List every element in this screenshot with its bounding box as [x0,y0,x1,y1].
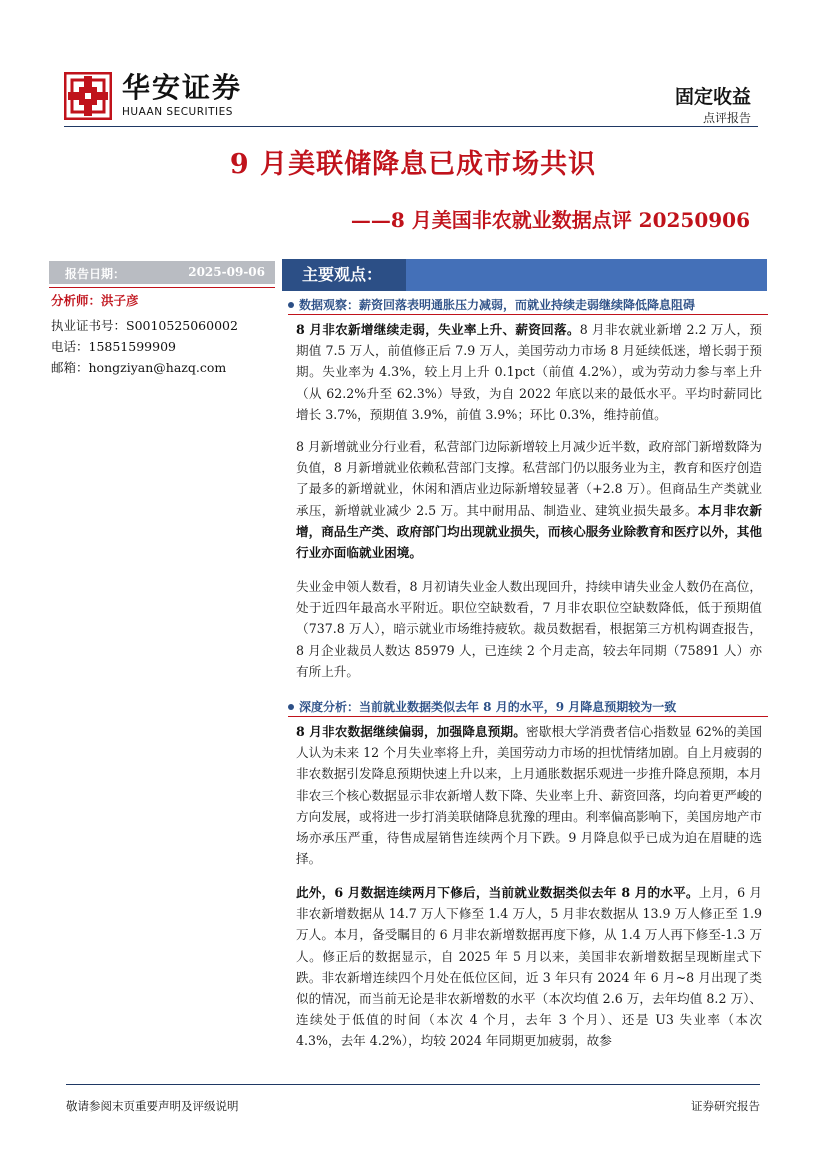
paragraph-body: 失业金申领人数看，8 月初请失业金人数出现回升，持续申请失业金人数仍在高位，处于近四年最高水平附近。职位空缺数看，7 月非农职位空缺数降低，低于预期值（737.8 万人），暗示就业市场维持疲软。裁员数据看，根据第三方机构调查报告，8 月企业裁员人数达 85979 人，已连续 2 个月走高，较去年同期（75891 人）亦有所上升。 [296,579,762,679]
paragraph-tail: 本月非农新增，商品生产类、政府部门均出现就业损失，而核心服务业除教育和医疗以外，其他行业亦面临就业困境。 [296,502,762,561]
section-heading: 深度分析：当前就业数据类似去年 8 月的水平，9 月降息预期较为一致 [288,698,676,715]
company-logo [64,72,246,124]
paragraph-lead: 此外，6 月数据连续两月下修后，当前就业数据类似去年 8 月的水平。 [296,885,699,900]
section-divider [288,314,768,315]
main-points-bar-fill [394,259,767,291]
footer-disclaimer: 敬请参阅末页重要声明及评级说明 [66,1099,239,1113]
report-date-bar [49,261,275,284]
paragraph [296,576,762,682]
date-label: 报告日期： [65,267,126,281]
section-heading: 数据观察：薪资回落表明通胀压力减弱，而就业持续走弱继续降低降息阻碍 [288,296,695,313]
footer-divider [66,1084,760,1085]
cert-number: 执业证书号：S0010525060002 [51,318,238,333]
main-points-bar [282,259,767,291]
section-divider [288,716,768,717]
paragraph [296,436,762,563]
email-address: 邮箱：hongziyan@hazq.com [51,360,227,375]
paragraph-lead: 8 月非农新增继续走弱，失业率上升、薪资回落。 [296,322,580,337]
phone-number: 电话：15851599909 [51,339,176,354]
header-divider [64,126,758,127]
paragraph-lead: 8 月非农数据继续偏弱，加强降息预期。 [296,724,526,739]
paragraph-body: 8 月新增就业分行业看，私营部门边际新增较上月减少近半数，政府部门新增数降为负值，8 月新增就业依赖私营部门支撑。私营部门仍以服务业为主，教育和医疗创造了最多的新增就业，休闲和酒店业边际新增较显著（+2.8 万）。但商品生产类就业承压，新增就业减少 2.5 万。其中耐用品、制造业、建筑业损失最多。 [296,439,762,518]
bullet-icon [288,302,294,308]
sidebar-divider [49,287,275,288]
paragraph [296,319,762,425]
paragraph-body: 上月，6 月非农新增数据从 14.7 万人下修至 1.4 万人，5 月非农数据从 13.9 万人修正至 1.9 万人。本月，备受瞩目的 6 月非农新增数据再度下修，从 1.4 万人再下修至-1.3 万人。修正后的数据显示，自 2025 年 5 月以来，美国非农新增数据呈现断崖式下跌。非农新增连续四个月处在低位区间，近 3 年只有 2024 年 6 月~8 月出现了类似的情况，而当前无论是非农新增数的水平（本次均值 2.6 万，去年均值 8.2 万）、连续处于低值的时间（本次 4 个月，去年 3 个月）、还是 U3 失业率（本次 4.3%，去年 4.2%），均较 2024 年同期更加疲弱，故参 [296,885,762,1049]
report-type: 点评报告 [702,111,751,125]
analyst-name: 分析师：洪子彦 [51,293,139,308]
logo-chinese-name: 华安证券 [122,71,243,104]
logo-mark-icon [64,72,112,120]
report-subtitle: ——8 月美国非农就业数据点评 20250906 [350,208,750,232]
report-title: 9 月美联储降息已成市场共识 [229,149,597,180]
main-points-tab: 主要观点： [282,259,406,291]
paragraph [296,721,762,869]
paragraph-body: 密歇根大学消费者信心指数显 62%的美国人认为未来 12 个月失业率将上升，美国劳动力市场的担忧情绪加剧。自上月疲弱的非农数据引发降息预期快速上升以来，上月通胀数据乐观进一步推升降息预期，本月非农三个核心数据显示非农新增人数下降、失业率上升、薪资回落，均向着更严峻的方向发展，或将进一步打消美联储降息犹豫的理由。利率偏高影响下，美国房地产市场亦承压严重，待售成屋销售连续两个月下跌。9 月降息似乎已成为迫在眉睫的选择。 [296,724,762,867]
paragraph-body: 8 月非农就业新增 2.2 万人，预期值 7.5 万人，前值修正后 7.9 万人，美国劳动力市场 8 月延续低迷，增长弱于预期。失业率为 4.3%，较上月上升 0.1pct（前值 4.2%），或为劳动力参与率上升（从 62.2%升至 62.3%）导致，为自 2022 年底以来的最低水平。平均时薪同比增长 3.7%，预期值 3.9%，前值 3.9%；环比 0.3%，维持前值。 [296,322,762,422]
logo-english-name: HUAAN SECURITIES [122,106,233,118]
footer-report-type: 证券研究报告 [691,1099,760,1113]
bullet-icon [288,704,294,710]
paragraph [296,882,762,1052]
date-value: 2025-09-06 [188,265,265,279]
report-category: 固定收益 [674,86,751,108]
